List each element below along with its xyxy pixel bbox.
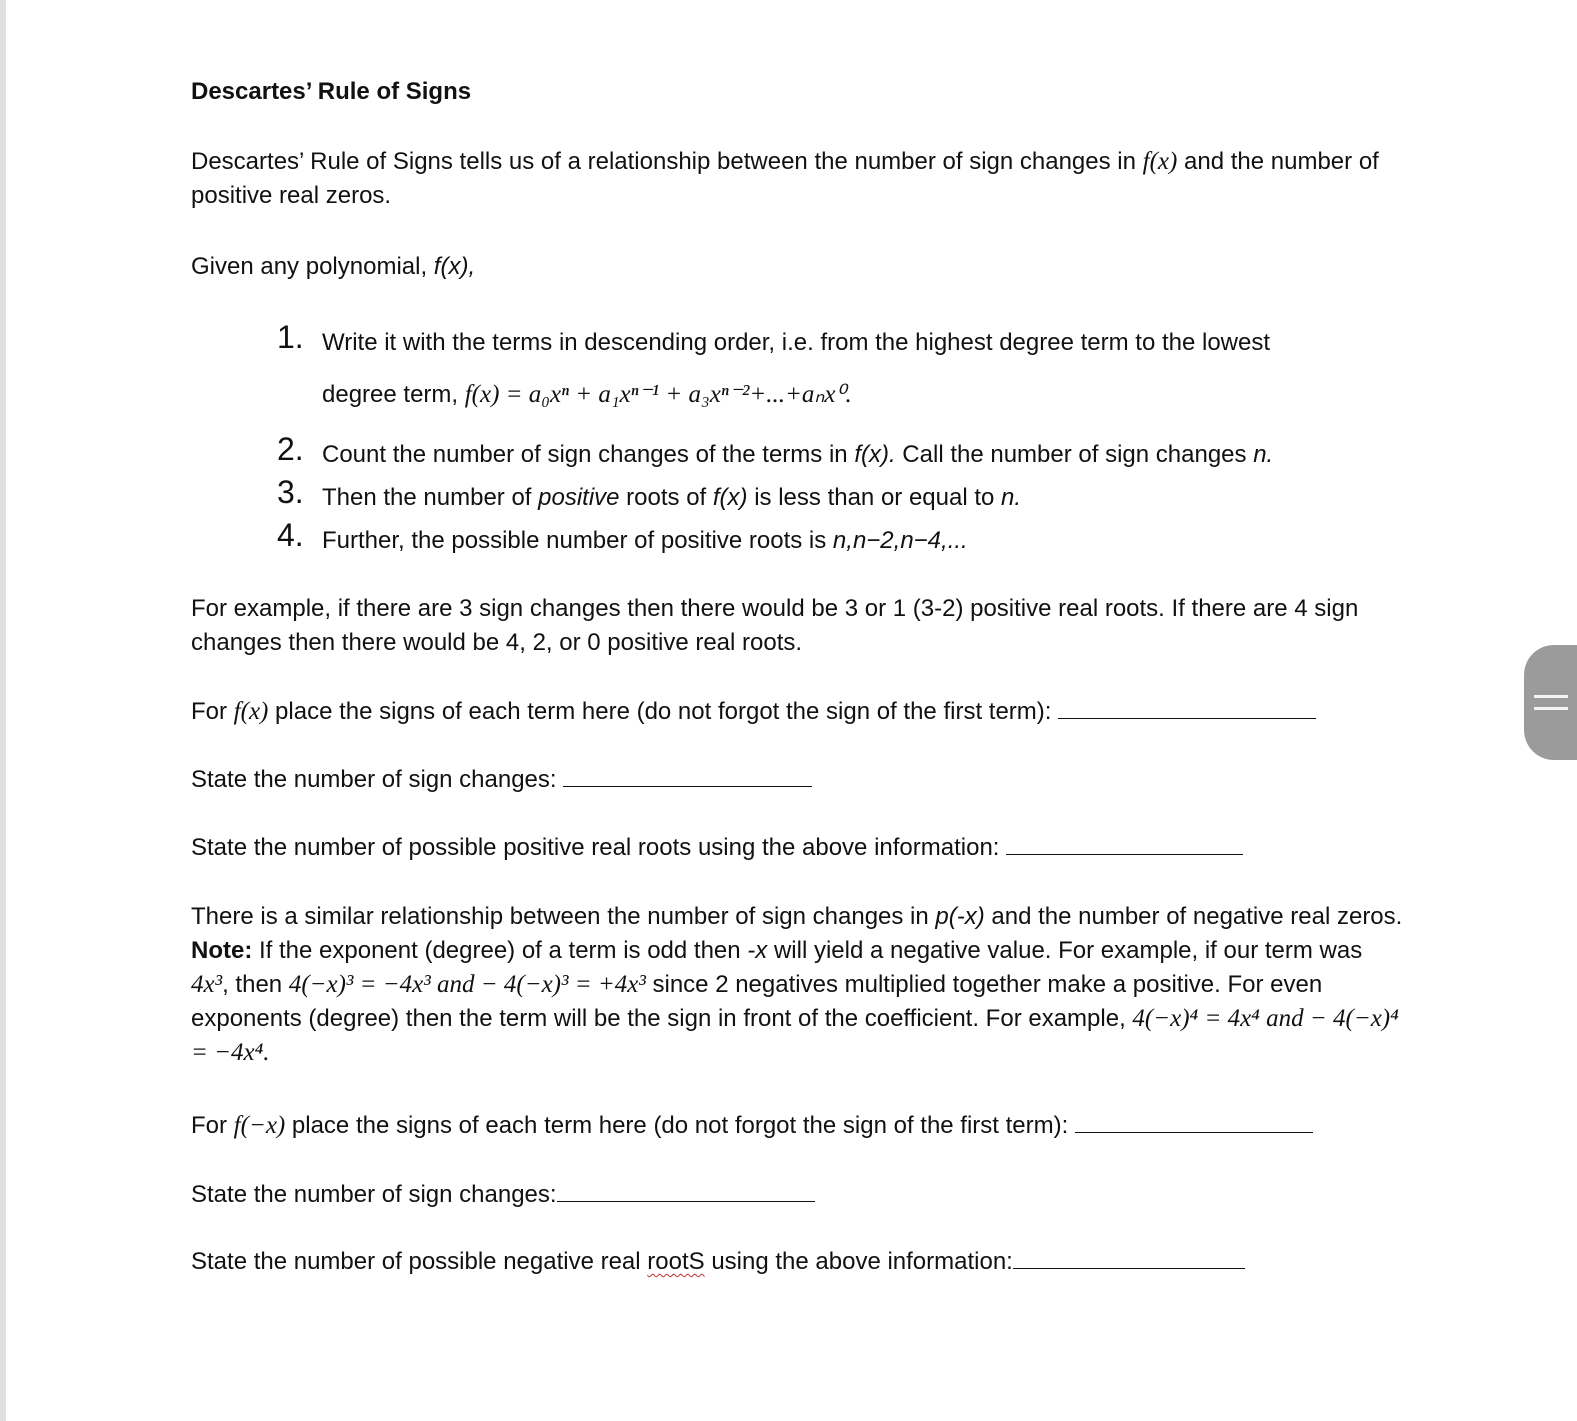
- step-2-number: 2.: [277, 431, 304, 467]
- step-2-fx: f(x).: [854, 441, 896, 468]
- q3-text: State the number of possible positive real roots using the above information:: [191, 834, 1007, 861]
- neg-eq1: 4(−x)³ = −4x³ and − 4(−x)³ = +4x³: [288, 971, 646, 998]
- answer-blank-sign-changes[interactable]: [563, 764, 812, 787]
- step-1-formula: f(x) = a₀xⁿ + a₁xⁿ⁻¹ + a₃xⁿ⁻²+...+aₙx⁰.: [464, 381, 852, 408]
- step-1-line-1: Write it with the terms in descending order, i.e. from the highest degree term to the lowest: [322, 329, 1271, 356]
- question-fx-signs: [191, 695, 1316, 729]
- answer-blank-negative-roots[interactable]: [1013, 1246, 1245, 1269]
- q2-text: State the number of sign changes:: [191, 766, 564, 793]
- step-3-fx: f(x): [712, 484, 748, 511]
- step-2-text-a: Count the number of sign changes of the terms in: [322, 441, 855, 468]
- step-2-text: [322, 438, 1273, 472]
- q1-text-a: For: [191, 698, 234, 725]
- step-3-text-a: Then the number of: [322, 484, 539, 511]
- step-1-line-2: [322, 378, 852, 412]
- step-4-text: [322, 524, 968, 558]
- intro-fx: f(x): [1142, 148, 1178, 175]
- step-3-n: n.: [1001, 484, 1022, 511]
- q4-fnegx: f(−x): [233, 1112, 286, 1139]
- grip-line-icon: [1534, 695, 1568, 698]
- q6-text-b: using the above information:: [704, 1248, 1013, 1275]
- step-4-text-a: Further, the possible number of positive roots is: [322, 527, 833, 554]
- question-fnegx-signs: [191, 1109, 1313, 1143]
- step-1-number: 1.: [277, 319, 304, 355]
- given-fx: f(x),: [433, 253, 476, 280]
- step-1-line-2-text: degree term,: [322, 381, 465, 408]
- step-3-number: 3.: [277, 474, 304, 510]
- negative-paragraph: [191, 900, 1406, 1070]
- neg-text-c: If the exponent (degree) of a term is odd then: [252, 937, 748, 964]
- neg-text-f: since 2 negatives multiplied together make a positive. For even exponents (degree) then the term will be the sign in front of the coefficient. For example,: [191, 971, 1323, 1032]
- given-text: Given any polynomial,: [191, 253, 434, 280]
- q4-text-a: For: [191, 1112, 234, 1139]
- step-3-positive: positive: [538, 484, 620, 511]
- neg-text-e: , then: [222, 971, 289, 998]
- step-4-number: 4.: [277, 517, 304, 553]
- q6-text-a: State the number of possible negative real: [191, 1248, 648, 1275]
- question-negative-roots: [191, 1245, 1245, 1279]
- question-positive-roots: [191, 831, 1243, 865]
- neg-negx: -x: [747, 937, 768, 964]
- example-paragraph: For example, if there are 3 sign changes then there would be 3 or 1 (3-2) positive real roots. If there are 4 sign changes then there would be 4, 2, or 0 positive real roots.: [191, 595, 1359, 656]
- question-sign-changes-negative: [191, 1178, 815, 1212]
- answer-blank-sign-changes-negative[interactable]: [557, 1179, 815, 1202]
- neg-eq2: 4(−x)⁴ = 4x⁴ and − 4(−x)⁴ = −4x⁴.: [191, 1005, 1399, 1066]
- step-2-n: n.: [1253, 441, 1274, 468]
- q5-text: State the number of sign changes:: [191, 1181, 557, 1208]
- neg-px: p(-x): [935, 903, 985, 930]
- step-3-text-b: roots of: [619, 484, 713, 511]
- page-left-edge: [0, 0, 6, 1421]
- grip-line-icon: [1534, 707, 1568, 710]
- question-sign-changes: [191, 763, 812, 797]
- given-line: [191, 250, 475, 284]
- neg-text-d: will yield a negative value. For example, if our term was: [767, 937, 1363, 964]
- q6-roots-misspelled: rootS: [647, 1248, 705, 1275]
- step-3-text-c: is less than or equal to: [747, 484, 1002, 511]
- scroll-handle[interactable]: [1524, 645, 1577, 760]
- q4-text-b: place the signs of each term here (do not forgot the sign of the first term):: [285, 1112, 1075, 1139]
- neg-note: Note:: [191, 937, 253, 964]
- step-2-text-b: Call the number of sign changes: [895, 441, 1254, 468]
- answer-blank-positive-roots[interactable]: [1006, 832, 1243, 855]
- step-3-text: [322, 481, 1021, 515]
- answer-blank-fx-signs[interactable]: [1058, 696, 1316, 719]
- page-title: Descartes’ Rule of Signs: [191, 78, 472, 105]
- intro-text-b: and the number of positive real zeros.: [191, 148, 1379, 209]
- q1-fx: f(x): [233, 698, 269, 725]
- q1-text-b: place the signs of each term here (do not forgot the sign of the first term):: [268, 698, 1059, 725]
- step-4-seq: n,n−2,n−4,...: [832, 527, 968, 554]
- intro-text-a: Descartes’ Rule of Signs tells us of a relationship between the number of sign changes in: [191, 148, 1143, 175]
- intro-paragraph: [191, 145, 1406, 213]
- answer-blank-fnegx-signs[interactable]: [1075, 1110, 1313, 1133]
- neg-term: 4x³: [191, 971, 223, 998]
- neg-text-a: There is a similar relationship between the number of sign changes in: [191, 903, 936, 930]
- neg-text-b: and the number of negative real zeros.: [984, 903, 1403, 930]
